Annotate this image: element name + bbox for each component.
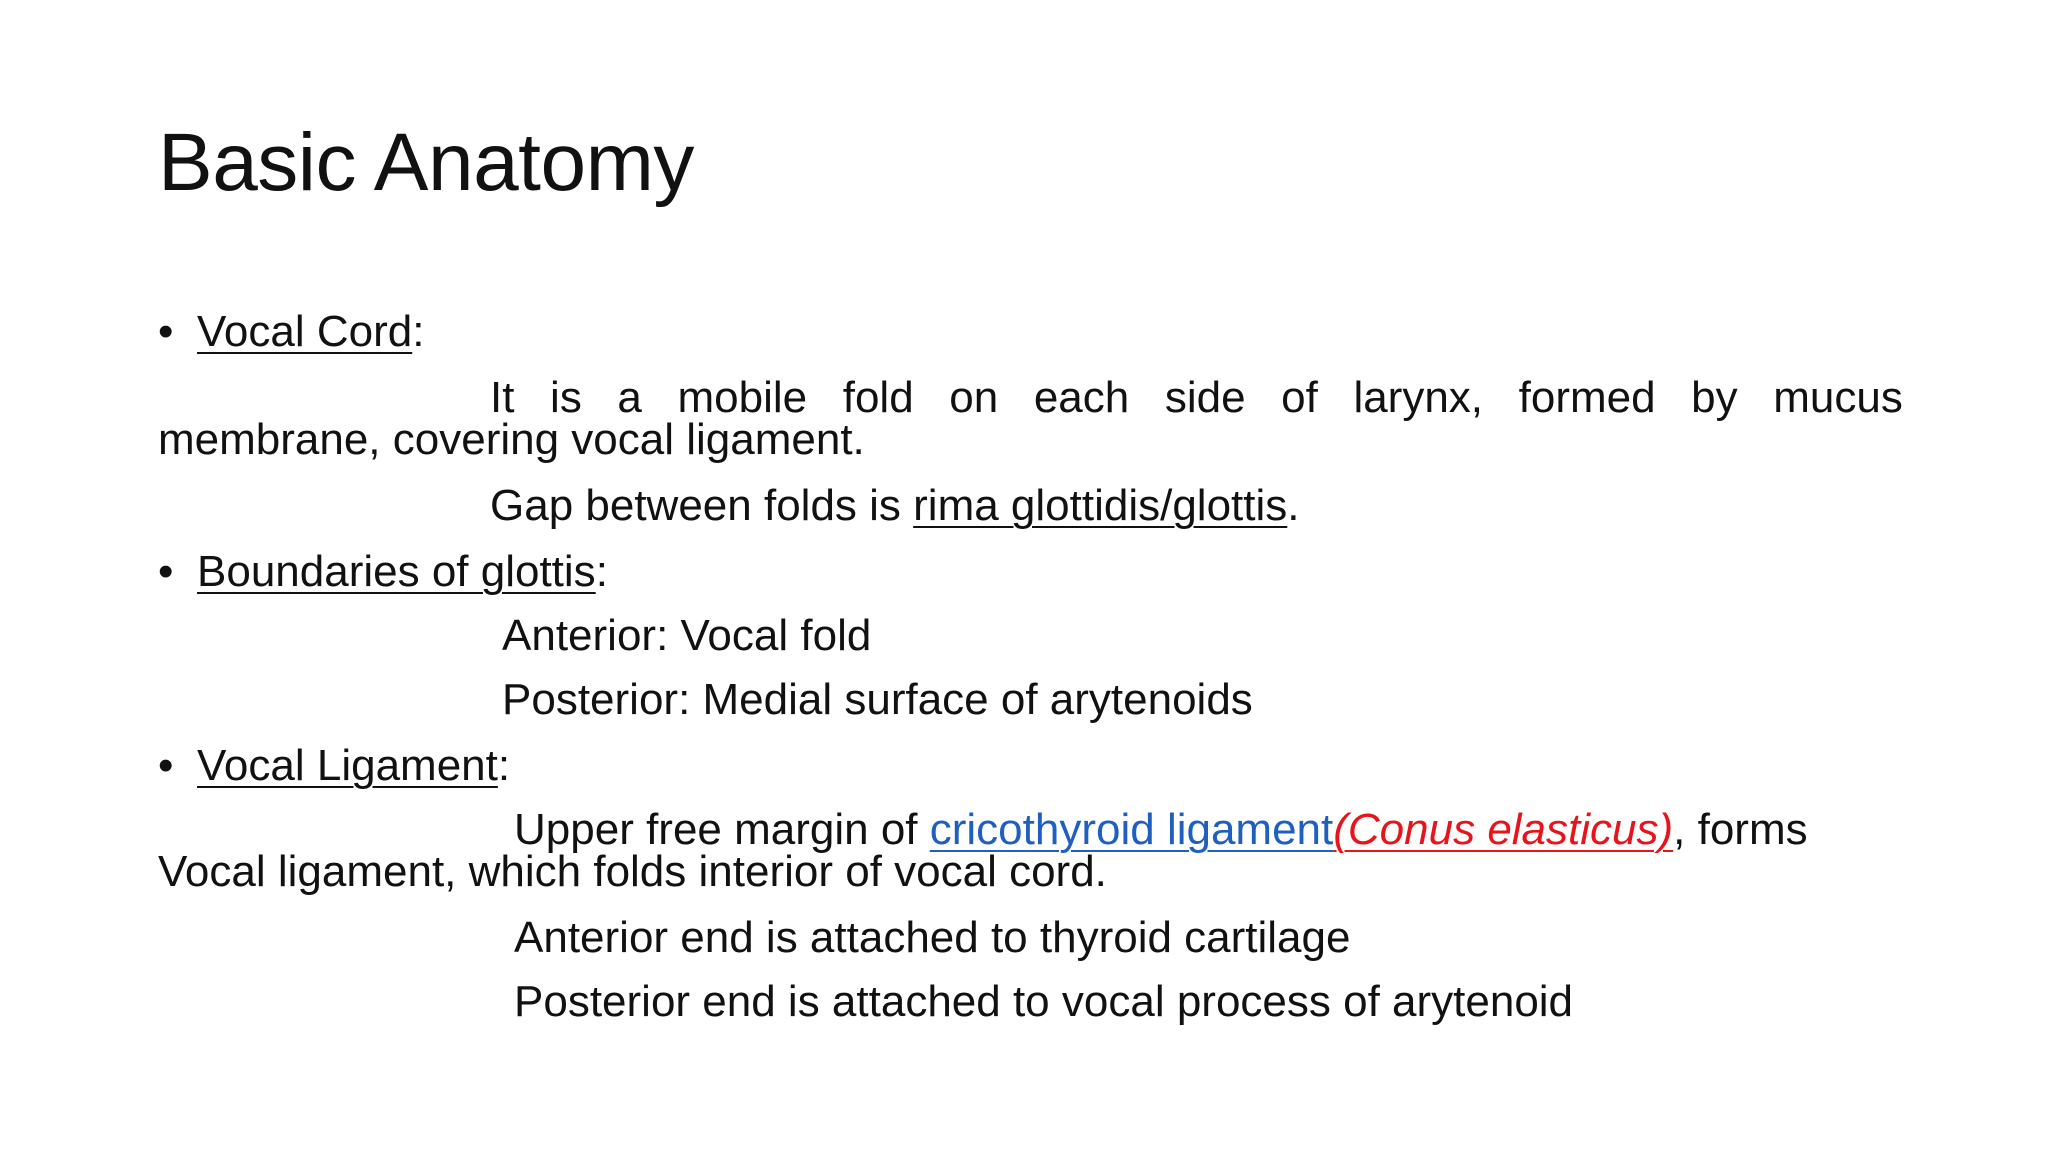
justified-word: mobile <box>677 373 808 422</box>
bullet-dot: • <box>158 307 174 356</box>
rima-glottidis-term: rima glottidis/glottis <box>913 481 1288 530</box>
boundary-anterior: Anterior: Vocal fold <box>502 611 872 660</box>
glottis-gap-line <box>490 481 1300 530</box>
justified-word: of <box>1281 373 1318 422</box>
conus-elasticus-term: (Conus elasticus) <box>1333 805 1674 854</box>
boundary-posterior: Posterior: Medial surface of arytenoids <box>502 675 1253 724</box>
bullet-dot: • <box>158 547 174 596</box>
bullet-dot: • <box>158 741 174 790</box>
justified-word: formed <box>1518 373 1656 422</box>
justified-word: larynx, <box>1353 373 1484 422</box>
justified-word: a <box>617 373 642 422</box>
justified-word: It <box>490 373 515 422</box>
cricothyroid-ligament-link[interactable]: cricothyroid ligament <box>929 805 1334 854</box>
justified-word: each <box>1033 373 1130 422</box>
vocal-ligament-heading: Vocal Ligament <box>197 741 498 790</box>
justified-word: mucus <box>1773 373 1903 422</box>
heading-colon: : <box>497 741 511 790</box>
boundaries-heading: Boundaries of glottis <box>197 547 596 596</box>
bullet-vocal-ligament <box>158 741 511 790</box>
gap-suffix: . <box>1287 481 1300 530</box>
justified-word: on <box>949 373 999 422</box>
heading-colon: : <box>412 307 425 356</box>
justified-word: side <box>1164 373 1246 422</box>
gap-prefix: Gap between folds is <box>490 481 914 530</box>
bullet-boundaries <box>158 547 608 596</box>
slide-title: Basic Anatomy <box>158 117 694 208</box>
anterior-end-line: Anterior end is attached to thyroid cartilage <box>514 913 1351 962</box>
vocal-cord-heading: Vocal Cord <box>197 307 413 356</box>
vocal-ligament-line2: Vocal ligament, which folds interior of vocal cord. <box>158 847 1107 896</box>
justified-word: fold <box>842 373 914 422</box>
posterior-end-line: Posterior end is attached to vocal process of arytenoid <box>514 977 1574 1026</box>
bullet-vocal-cord <box>158 307 425 356</box>
line1-suffix: , forms <box>1673 805 1808 854</box>
heading-colon: : <box>595 547 608 596</box>
justified-word: is <box>550 373 582 422</box>
vocal-ligament-line1 <box>514 805 1808 854</box>
vocal-cord-description-line2: membrane, covering vocal ligament. <box>158 415 865 464</box>
justified-word: by <box>1691 373 1738 422</box>
line1-prefix: Upper free margin of <box>514 805 930 854</box>
vocal-cord-description-line1 <box>158 373 1903 422</box>
